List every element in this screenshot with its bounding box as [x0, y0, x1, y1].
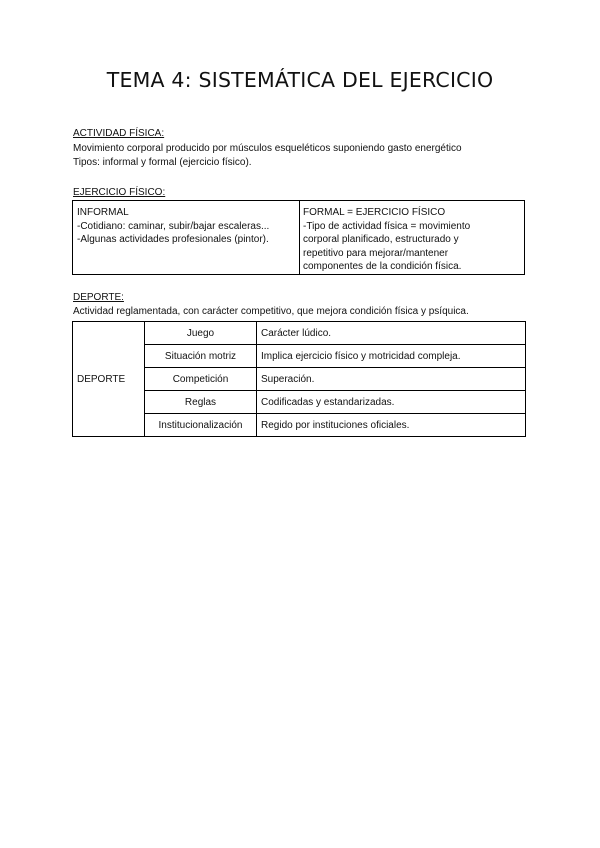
actividad-types: Tipos: informal y formal (ejercicio físico). — [73, 157, 252, 168]
concept-cell: Institucionalización — [145, 414, 257, 437]
formal-line: repetitivo para mejorar/mantener — [303, 247, 449, 259]
page-title: TEMA 4: SISTEMÁTICA DEL EJERCICIO — [106, 68, 494, 92]
concept-cell: Reglas — [145, 391, 257, 414]
concept-cell: Situación motriz — [145, 345, 257, 368]
description-cell: Codificadas y estandarizadas. — [257, 391, 526, 414]
description-cell: Regido por instituciones oficiales. — [257, 414, 526, 437]
informal-cell — [77, 206, 269, 247]
concept-cell: Competición — [145, 368, 257, 391]
ejercicio-table — [72, 200, 525, 275]
informal-line: -Algunas actividades profesionales (pintor). — [77, 234, 269, 245]
informal-line: -Cotidiano: caminar, subir/bajar escaleras... — [77, 220, 270, 232]
actividad-definition: Movimiento corporal producido por músculos esqueléticos suponiendo gasto energético — [73, 143, 462, 154]
ejercicio-table-divider — [299, 201, 300, 274]
formal-line: corporal planificado, estructurado y — [303, 234, 459, 245]
description-cell: Carácter lúdico. — [257, 322, 526, 345]
table-row — [73, 322, 526, 345]
deporte-definition: Actividad reglamentada, con carácter competitivo, que mejora condición física y psíquica. — [73, 306, 469, 317]
concept-cell: Juego — [145, 322, 257, 345]
formal-title: FORMAL = EJERCICIO FÍSICO — [303, 207, 446, 218]
deporte-label-cell: DEPORTE — [73, 322, 145, 437]
informal-title: INFORMAL — [77, 207, 129, 218]
deporte-table — [72, 321, 526, 437]
deporte-heading: DEPORTE: — [73, 292, 124, 303]
description-cell: Implica ejercicio físico y motricidad compleja. — [257, 345, 526, 368]
ejercicio-heading: EJERCICIO FÍSICO: — [73, 187, 166, 198]
actividad-heading: ACTIVIDAD FÍSICA: — [73, 128, 165, 139]
formal-line: componentes de la condición física. — [303, 261, 462, 272]
formal-cell — [303, 206, 470, 274]
formal-line: -Tipo de actividad física = movimiento — [303, 220, 471, 232]
description-cell: Superación. — [257, 368, 526, 391]
